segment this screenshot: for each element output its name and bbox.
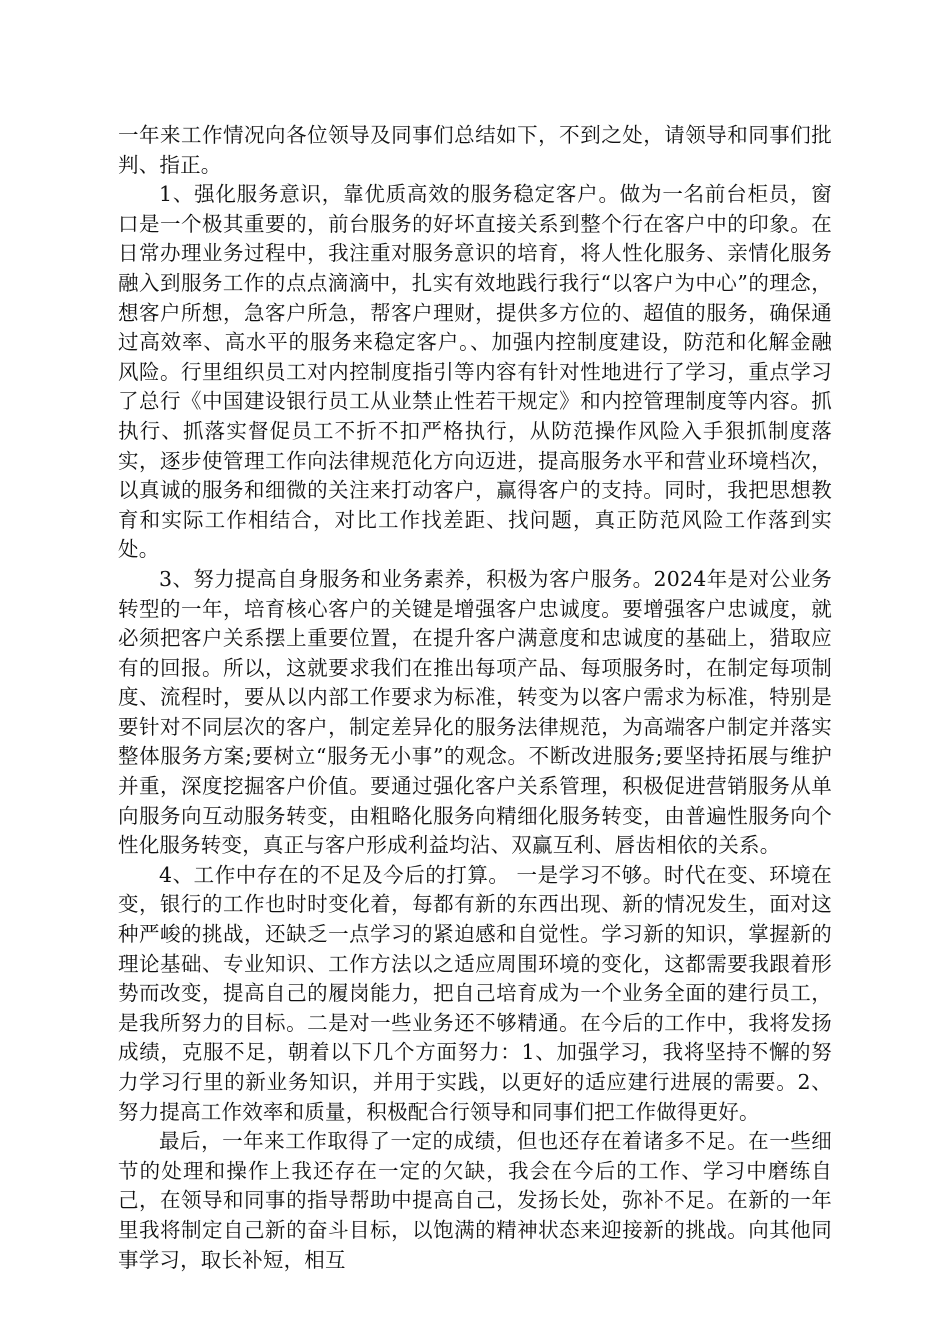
paragraph-conclusion: 最后，一年来工作取得了一定的成绩，但也还存在着诸多不足。在一些细节的处理和操作上我还存在一定的欠缺，我会在今后的工作、学习中磨练自己，在领导和同事的指导帮助中提高自己，发扬长处，弥补不足。在新的一年里我将制定自己新的奋斗目标，以饱满的精神状态来迎接新的挑战。向其他同事学习，取长补短，相互 (118, 1129, 832, 1272)
document-body (118, 121, 832, 1275)
paragraph-shortcomings-plans: 4、工作中存在的不足及今后的打算。 一是学习不够。时代在变、环境在变，银行的工作也时时变化着，每都有新的东西出现、新的情况发生，面对这种严峻的挑战，还缺乏一点学习的紧迫感和自觉性。学习新的知识，掌握新的理论基础、专业知识、工作方法以之适应周围环境的变化，这都需要我跟着形势而改变，提高自己的履岗能力，把自己培育成为一个业务全面的建行员工，是我所努力的目标。二是对一些业务还不够精通。在今后的工作中，我将发扬成绩，克服不足，朝着以下几个方面努力：1、加强学习，我将坚持不懈的努力学习行里的新业务知识，并用于实践，以更好的适应建行进展的需要。2、努力提高工作效率和质量，积极配合行领导和同事们把工作做得更好。 (118, 862, 832, 1124)
paragraph-business-quality: 3、努力提高自身服务和业务素养，积极为客户服务。2024年是对公业务转型的一年，培育核心客户的关键是增强客户忠诚度。要增强客户忠诚度，就必须把客户关系摆上重要位置，在提升客户满意度和忠诚度的基础上，猎取应有的回报。所以，这就要求我们在推出每项产品、每项服务时，在制定每项制度、流程时，要从以内部工作要求为标准，转变为以客户需求为标准，特别是要针对不同层次的客户，制定差异化的服务法律规范，为高端客户制定并落实整体服务方案;要树立“服务无小事”的观念。不断改进服务;要坚持拓展与维护并重，深度挖掘客户价值。要通过强化客户关系管理，积极促进营销服务从单向服务向互动服务转变，由粗略化服务向精细化服务转变，由普遍性服务向个性化服务转变，真正与客户形成利益均沾、双赢互利、唇齿相依的关系。 (118, 566, 832, 858)
paragraph-service-awareness: 1、强化服务意识，靠优质高效的服务稳定客户。做为一名前台柜员，窗口是一个极其重要的，前台服务的好坏直接关系到整个行在客户中的印象。在日常办理业务过程中，我注重对服务意识的培育，将人性化服务、亲情化服务融入到服务工作的点点滴滴中，扎实有效地践行我行“以客户为中心”的理念，想客户所想，急客户所急，帮客户理财，提供多方位的、超值的服务，确保通过高效率、高水平的服务来稳定客户。、加强内控制度建设，防范和化解金融风险。行里组织员工对内控制度指引等内容有针对性地进行了学习，重点学习了总行《中国建设银行员工从业禁止性若干规定》和内控管理制度等内容。抓执行、抓落实督促员工不折不扣严格执行，从防范操作风险入手狠抓制度落实，逐步使管理工作向法律规范化方向迈进，提高服务水平和营业环境档次，以真诚的服务和细微的关注来打动客户，赢得客户的支持。同时，我把思想教育和实际工作相结合，对比工作找差距、找问题，真正防范风险工作落到实处。 (118, 182, 832, 562)
paragraph-intro: 一年来工作情况向各位领导及同事们总结如下，不到之处，请领导和同事们批判、指正。 (118, 123, 832, 177)
